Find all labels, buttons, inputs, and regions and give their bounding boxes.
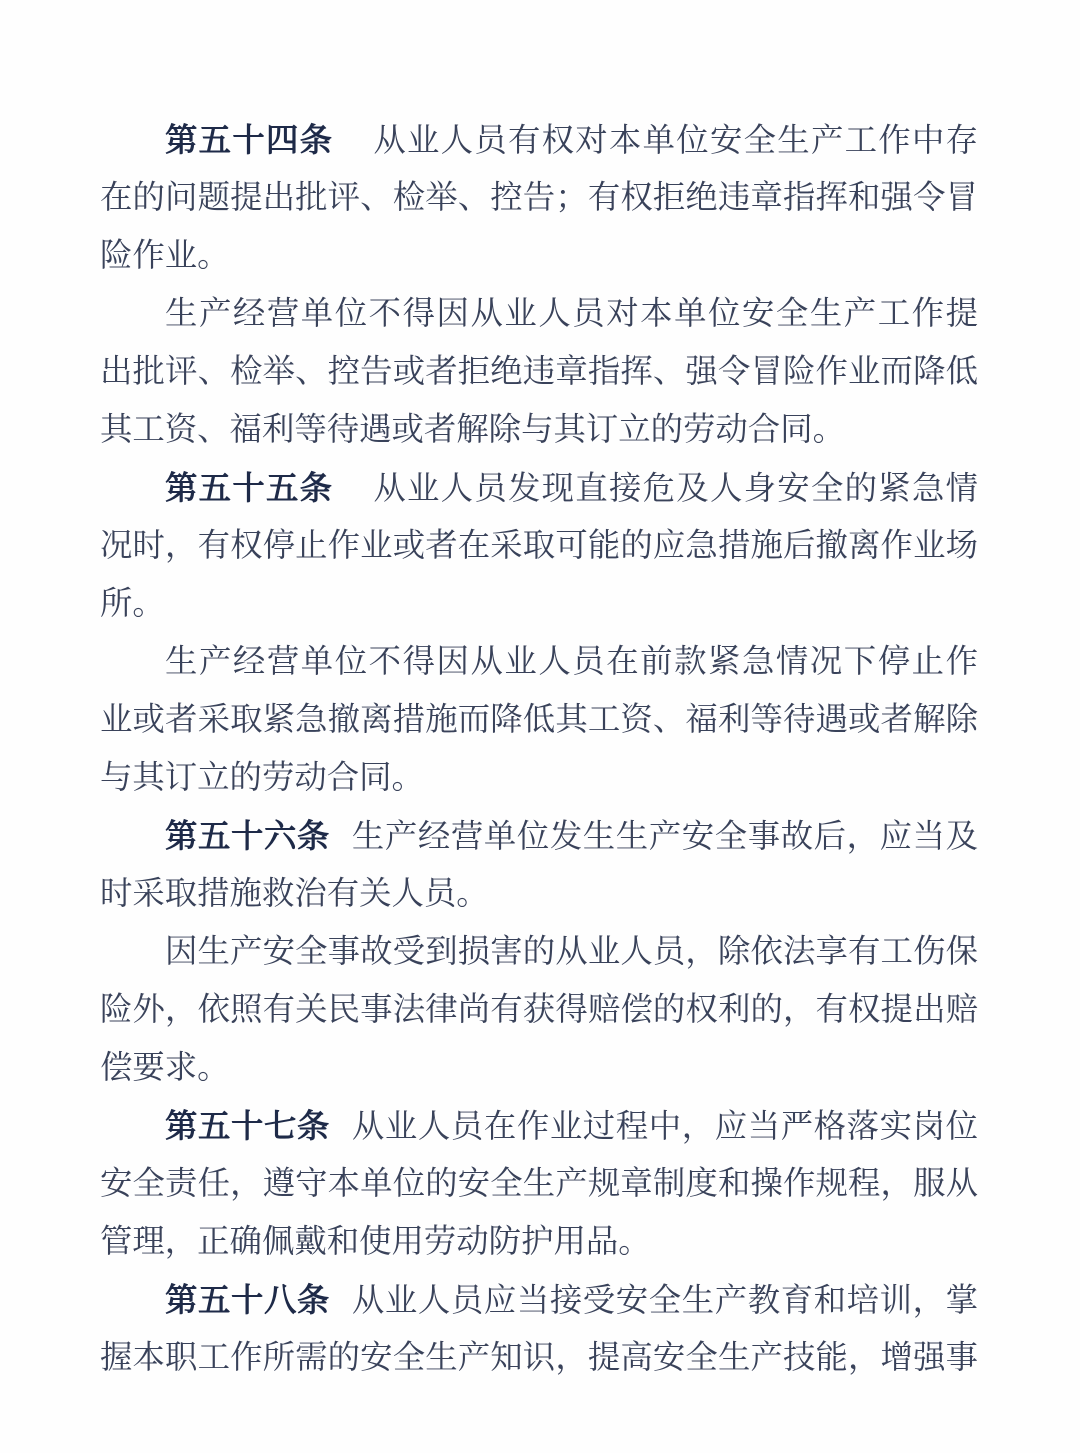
line-text: 生产经营单位发生生产安全事故后，应当及: [351, 819, 979, 855]
text-line: 管理，正确佩戴和使用劳动防护用品。: [100, 1224, 651, 1260]
text-line: 生产经营单位不得因从业人员在前款紧急情况下停止作: [165, 644, 978, 680]
text-line: 在的问题提出批评、检举、控告；有权拒绝违章指挥和强令冒: [100, 180, 978, 216]
article-number: 第五十六条: [165, 818, 330, 854]
article-54-clause-1: [100, 111, 978, 285]
text-line: 时采取措施救治有关人员。: [100, 876, 489, 912]
text-line: 险外，依照有关民事法律尚有获得赔偿的权利的，有权提出赔: [100, 992, 978, 1028]
article-number: 第五十五条: [165, 470, 334, 506]
text-line: 安全责任，遵守本单位的安全生产规章制度和操作规程，服从: [100, 1166, 978, 1202]
text-line: 偿要求。: [100, 1050, 230, 1086]
article-55-clause-1: [100, 459, 978, 633]
text-line: 况时，有权停止作业或者在采取可能的应急措施后撤离作业场: [100, 528, 978, 564]
line-text: 从业人员有权对本单位安全生产工作中存: [373, 123, 979, 159]
text-line: 与其订立的劳动合同。: [100, 760, 424, 796]
line-text: 从业人员应当接受安全生产教育和培训，掌: [351, 1283, 979, 1319]
text-line: 业或者采取紧急撤离措施而降低其工资、福利等待遇或者解除: [100, 702, 978, 738]
article-56-clause-1: [100, 807, 978, 923]
text-line: 所。: [100, 586, 165, 622]
legal-text-block: [100, 111, 978, 1387]
text-line: 因生产安全事故受到损害的从业人员，除依法享有工伤保: [165, 934, 978, 970]
text-line: 险作业。: [100, 238, 230, 274]
article-58-clause-1: [100, 1271, 978, 1387]
article-number: 第五十四条: [165, 122, 334, 158]
article-57-clause-1: [100, 1097, 978, 1271]
line-text: 从业人员在作业过程中，应当严格落实岗位: [351, 1109, 979, 1145]
article-number: 第五十七条: [165, 1108, 330, 1144]
article-54-clause-2: [100, 285, 978, 459]
article-55-clause-2: [100, 633, 978, 807]
text-line: 握本职工作所需的安全生产知识，提高安全生产技能，增强事: [100, 1340, 978, 1376]
line-text: 从业人员发现直接危及人身安全的紧急情: [373, 471, 979, 507]
text-line: [100, 1271, 978, 1329]
article-56-clause-2: [100, 923, 978, 1097]
text-line: 出批评、检举、控告或者拒绝违章指挥、强令冒险作业而降低: [100, 354, 978, 390]
text-line: 生产经营单位不得因从业人员对本单位安全生产工作提: [165, 296, 978, 332]
text-line: [100, 807, 978, 865]
text-line: [100, 459, 978, 517]
article-number: 第五十八条: [165, 1282, 330, 1318]
text-line: [100, 1097, 978, 1155]
text-line: 其工资、福利等待遇或者解除与其订立的劳动合同。: [100, 412, 845, 448]
text-line: [100, 111, 978, 169]
